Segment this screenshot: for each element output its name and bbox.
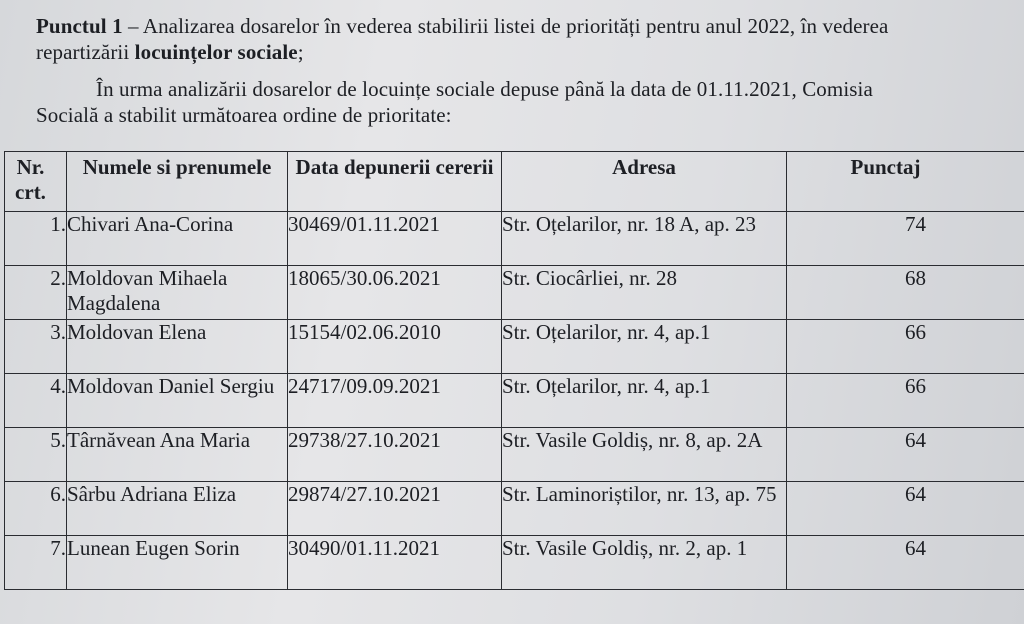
cell-name: Moldovan Mihaela Magdalena — [67, 266, 288, 320]
cell-nr: 7. — [5, 536, 67, 590]
cell-score: 64 — [787, 482, 1024, 536]
header-address: Adresa — [502, 152, 787, 212]
cell-nr: 2. — [5, 266, 67, 320]
table-row — [5, 536, 1024, 590]
cell-score: 64 — [787, 536, 1024, 590]
cell-name: Moldovan Elena — [67, 320, 288, 374]
header-name: Numele si prenumele — [67, 152, 288, 212]
cell-date: 24717/09.09.2021 — [288, 374, 502, 428]
cell-nr: 4. — [5, 374, 67, 428]
cell-score: 68 — [787, 266, 1024, 320]
cell-date: 18065/30.06.2021 — [288, 266, 502, 320]
cell-date: 30469/01.11.2021 — [288, 212, 502, 266]
cell-address: Str. Laminoriștilor, nr. 13, ap. 75 — [502, 482, 787, 536]
cell-address: Str. Ciocârliei, nr. 28 — [502, 266, 787, 320]
cell-score: 64 — [787, 428, 1024, 482]
point-description: – Analizarea dosarelor în vederea stabilirii listei de priorități pentru anul 2022, în vederea — [122, 14, 889, 38]
point-label: Punctul 1 — [36, 14, 123, 38]
header-score: Punctaj — [787, 152, 1024, 212]
cell-address: Str. Oțelarilor, nr. 4, ap.1 — [502, 374, 787, 428]
cell-name: Lunean Eugen Sorin — [67, 536, 288, 590]
cell-date: 29874/27.10.2021 — [288, 482, 502, 536]
cell-nr: 5. — [5, 428, 67, 482]
semicolon: ; — [297, 40, 304, 64]
table-row — [5, 266, 1024, 320]
cell-nr: 6. — [5, 482, 67, 536]
intro-line-4: Socială a stabilit următoarea ordine de prioritate: — [36, 103, 452, 127]
cell-name: Moldovan Daniel Sergiu — [67, 374, 288, 428]
intro-line-2 — [36, 40, 304, 64]
social-housing-term: locuințelor sociale — [134, 40, 298, 64]
cell-date: 30490/01.11.2021 — [288, 536, 502, 590]
intro-line-1 — [36, 14, 888, 38]
table-row — [5, 482, 1024, 536]
cell-address: Str. Vasile Goldiș, nr. 8, ap. 2A — [502, 428, 787, 482]
table-row — [5, 428, 1024, 482]
cell-nr: 1. — [5, 212, 67, 266]
cell-date: 29738/27.10.2021 — [288, 428, 502, 482]
priority-table — [4, 151, 1024, 590]
point-description-cont: repartizării — [36, 40, 135, 64]
cell-address: Str. Oțelarilor, nr. 18 A, ap. 23 — [502, 212, 787, 266]
table-header-row — [5, 152, 1024, 212]
cell-score: 66 — [787, 374, 1024, 428]
table-row — [5, 374, 1024, 428]
cell-name: Sârbu Adriana Eliza — [67, 482, 288, 536]
cell-name: Târnăvean Ana Maria — [67, 428, 288, 482]
header-date: Data depunerii cererii — [288, 152, 502, 212]
cell-address: Str. Vasile Goldiș, nr. 2, ap. 1 — [502, 536, 787, 590]
cell-address: Str. Oțelarilor, nr. 4, ap.1 — [502, 320, 787, 374]
table-row — [5, 212, 1024, 266]
header-nr: Nr. crt. — [5, 152, 67, 212]
cell-date: 15154/02.06.2010 — [288, 320, 502, 374]
cell-score: 74 — [787, 212, 1024, 266]
cell-nr: 3. — [5, 320, 67, 374]
intro-line-3: În urma analizării dosarelor de locuințe sociale depuse până la data de 01.11.2021, Comisia — [96, 77, 873, 101]
cell-name: Chivari Ana-Corina — [67, 212, 288, 266]
table-row — [5, 320, 1024, 374]
cell-score: 66 — [787, 320, 1024, 374]
